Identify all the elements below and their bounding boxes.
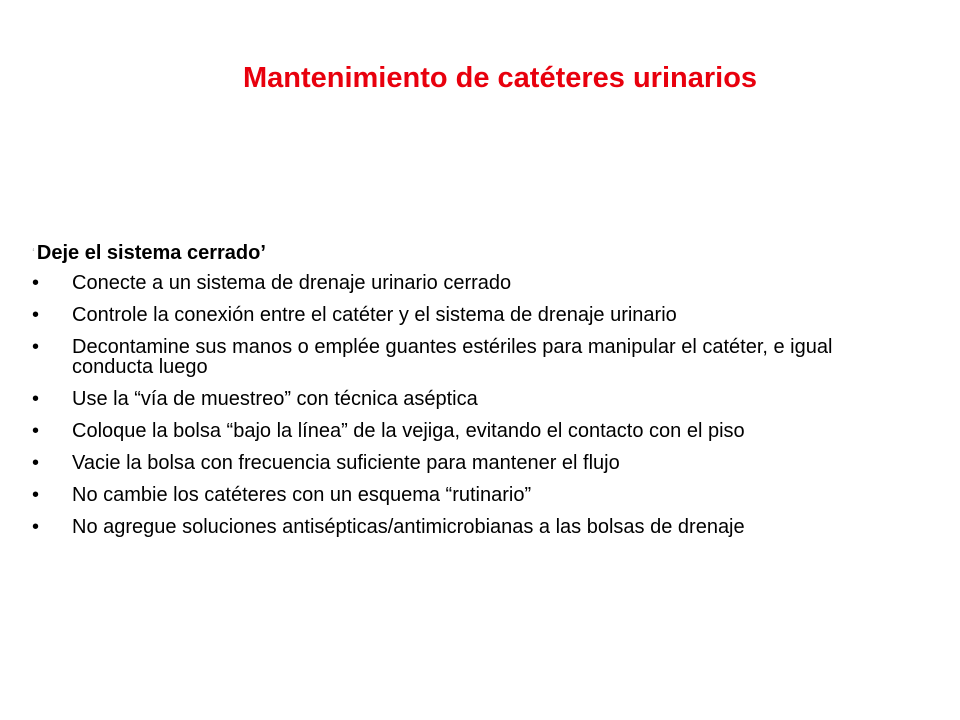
bullet-text: Conecte a un sistema de drenaje urinario cerrado [72,272,512,294]
bullet-icon: • [32,516,40,538]
bullet-icon: • [32,452,40,474]
bullet-icon: • [32,420,40,442]
bullet-icon: • [32,272,40,294]
bullet-icon: • [32,388,40,410]
bullet-item [32,337,912,377]
bullet-text: No cambie los catéteres con un esquema “rutinario” [72,484,532,506]
section-subheading [32,239,932,267]
subheading-text: Deje el sistema cerrado’ [36,242,266,264]
bullet-text: Use la “vía de muestreo” con técnica aséptica [72,388,478,410]
slide-title: Mantenimiento de catéteres urinarios [242,62,758,94]
bullet-icon: • [32,304,40,326]
bullet-item [32,517,912,537]
bullet-item [32,485,912,505]
bullet-text: No agregue soluciones antisépticas/antimicrobianas a las bolsas de drenaje [72,516,745,538]
bullet-item [32,273,912,293]
bullet-text: Controle la conexión entre el catéter y el sistema de drenaje urinario [72,304,677,326]
bullet-icon: • [32,336,40,358]
open-quote-mark: ‘ [32,245,35,260]
bullet-item [32,453,912,473]
bullet-text: Vacie la bolsa con frecuencia suficiente para mantener el flujo [72,452,620,474]
bullet-icon: • [32,484,40,506]
bullet-item [32,421,912,441]
bullet-text: Coloque la bolsa “bajo la línea” de la vejiga, evitando el contacto con el piso [72,420,745,442]
bullet-item [32,305,912,325]
bullet-item [32,389,912,409]
bullet-text: Decontamine sus manos o emplée guantes estériles para manipular el catéter, e igual conducta luego [72,336,833,378]
slide-body [32,239,932,549]
bullet-list [32,273,932,537]
